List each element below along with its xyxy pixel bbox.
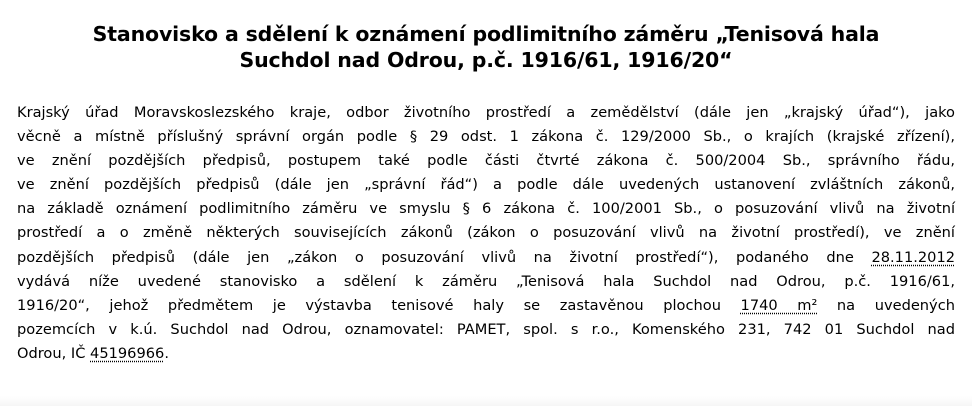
title-line-1: Stanovisko a sdělení k oznámení podlimitního záměru „Tenisová hala: [92, 22, 880, 46]
paragraph-line-7: [17, 246, 955, 270]
body-paragraph: [17, 101, 955, 366]
paragraph-line-7-text: pozdějších předpisů (dále jen „zákon o posuzování vlivů na životní prostředí“), podaného dne: [17, 248, 854, 266]
paragraph-line-9-text: 1916/20“, jehož předmětem je výstavba tenisové haly se zastavěnou plochou: [17, 296, 721, 314]
paragraph-line-9-end: na uvedených: [836, 296, 955, 314]
paragraph-line-6: prostředí a o změně některých souvisejících zákonů (zákon o posuzování vlivů na životní prostředí), ve znění: [17, 224, 955, 242]
company-id-number: 45196966: [90, 344, 165, 362]
document-title: [40, 21, 932, 73]
paragraph-line-8: vydává níže uvedené stanovisko a sdělení k záměru „Tenisová hala Suchdol nad Odrou, p.č. 1916/61,: [17, 272, 955, 290]
paragraph-line-5: na základě oznámení podlimitního záměru ve smyslu § 6 zákona č. 100/2001 Sb., o posuzování vlivů na životní: [17, 200, 955, 218]
paragraph-line-9: [17, 294, 955, 318]
page-bottom-edge: [0, 396, 972, 406]
submission-date: 28.11.2012: [871, 248, 956, 266]
paragraph-line-11: [17, 342, 955, 366]
title-line-2: Suchdol nad Odrou, p.č. 1916/61, 1916/20“: [239, 48, 733, 72]
paragraph-line-11-text: Odrou, IČ: [17, 344, 86, 362]
paragraph-line-1: Krajský úřad Moravskoslezského kraje, odbor životního prostředí a zemědělství (dále jen „krajský úřad“), jako: [17, 104, 955, 121]
paragraph-line-4: ve znění pozdějších předpisů (dále jen „správní řád“) a podle dále uvedených ustanovení zvláštních zákonů,: [17, 176, 955, 194]
paragraph-line-10: pozemcích v k.ú. Suchdol nad Odrou, oznamovatel: PAMET, spol. s r.o., Komenského 231, 742 01 Suchdol nad: [17, 320, 955, 338]
paragraph-line-3: ve znění pozdějších předpisů, postupem také podle části čtvrté zákona č. 500/2004 Sb., správního řádu,: [17, 152, 955, 170]
paragraph-line-2: věcně a místně příslušný správní orgán podle § 29 odst. 1 zákona č. 129/2000 Sb., o krajích (krajské zřízení),: [17, 128, 955, 146]
built-up-area: 1740 m²: [740, 296, 818, 314]
paragraph-end-period: .: [164, 344, 169, 362]
